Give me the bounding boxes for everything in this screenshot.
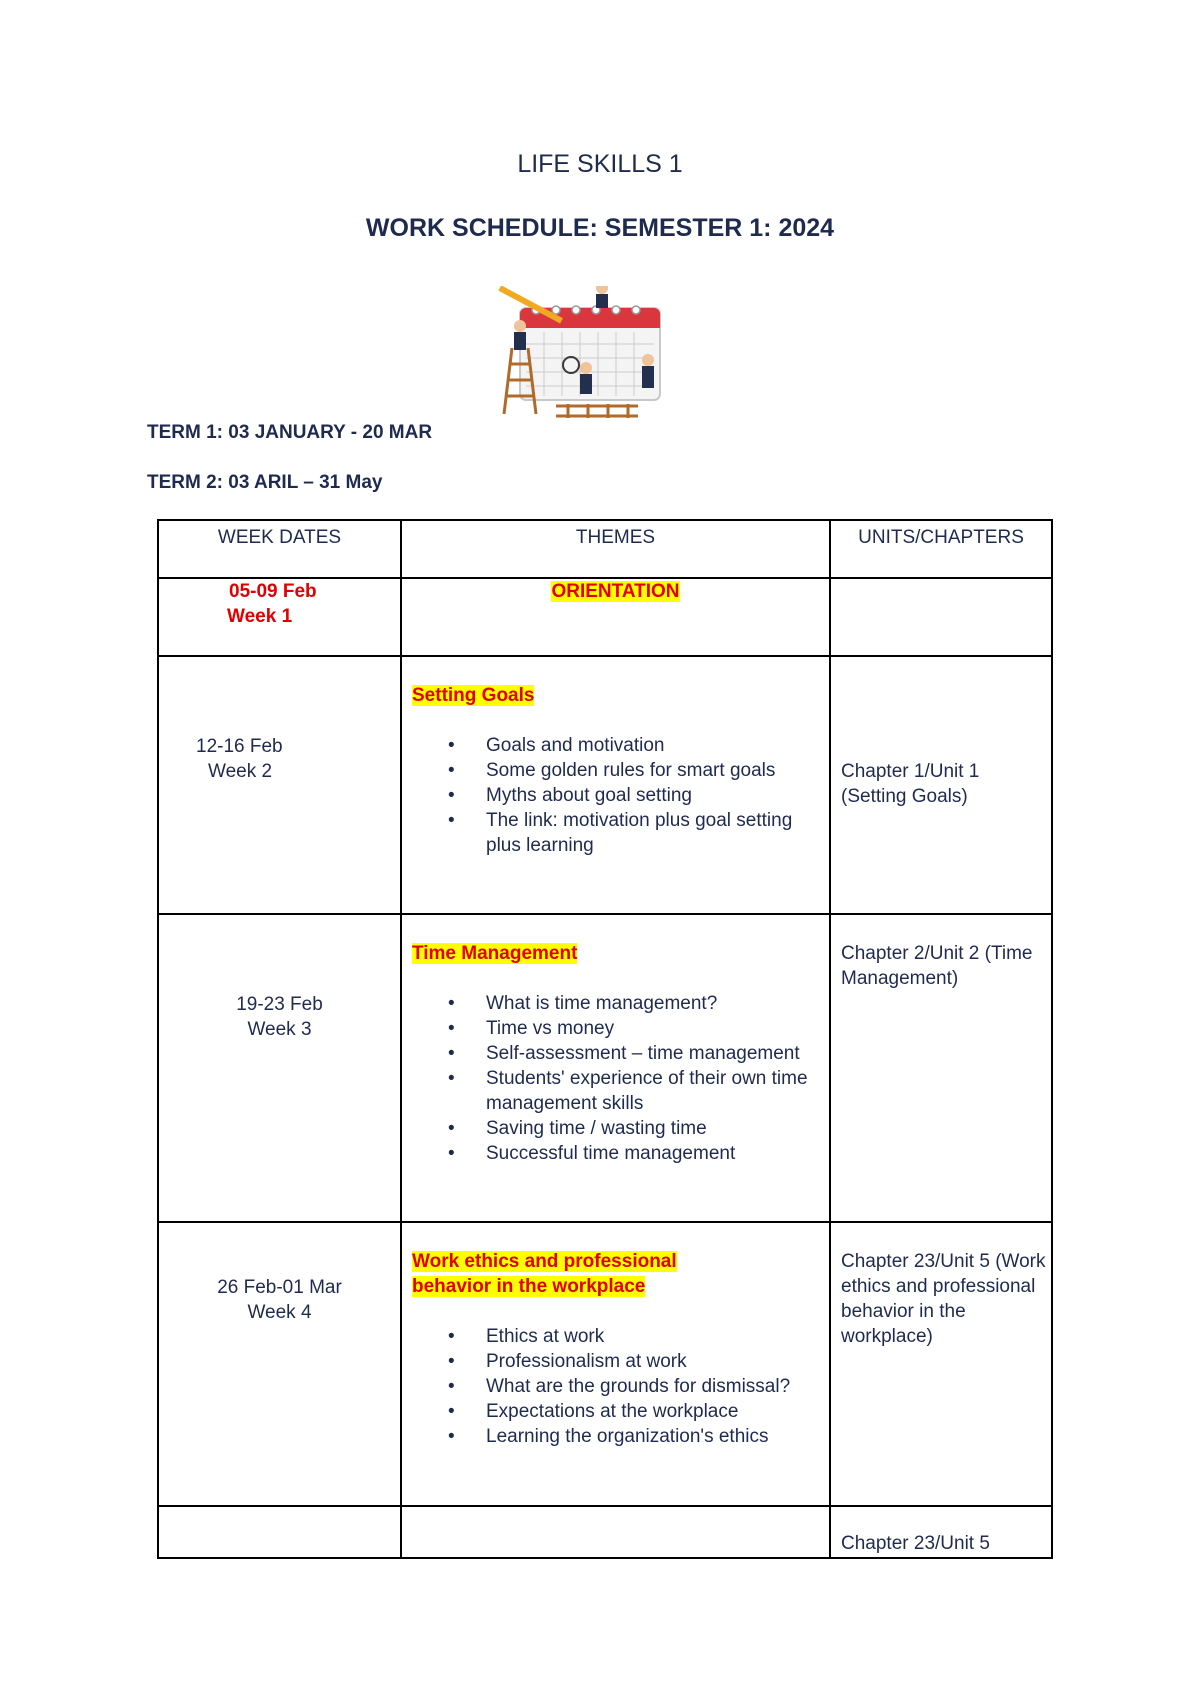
week-dates: 12-16 Feb (196, 736, 283, 757)
list-item: • Saving time / wasting time (402, 1116, 829, 1141)
theme-title: ORIENTATION (551, 581, 680, 602)
theme-cell (401, 914, 830, 1222)
week-cell (158, 1506, 401, 1558)
theme-title-line-1: Work ethics and professional (412, 1251, 677, 1272)
list-item: • Successful time management (402, 1141, 829, 1166)
unit-chapter: Chapter 23/Unit 5 (Work ethics and professional behavior in the workplace) (841, 1251, 1046, 1347)
list-item: • Learning the organization's ethics (402, 1424, 829, 1449)
week-dates: 05-09 Feb (229, 581, 317, 602)
list-item: • Professionalism at work (402, 1349, 829, 1374)
calendar-team-illustration (498, 286, 694, 420)
theme-title-line-2: behavior in the workplace (412, 1276, 646, 1297)
list-item: • Time vs money (402, 1016, 829, 1041)
schedule-title: WORK SCHEDULE: SEMESTER 1: 2024 (365, 214, 835, 242)
term-2-dates: TERM 2: 03 ARIL – 31 May (147, 472, 383, 493)
header-week-dates: WEEK DATES (158, 520, 401, 578)
week-cell (158, 578, 401, 656)
theme-cell (401, 1506, 830, 1558)
list-item: • Expectations at the workplace (402, 1399, 829, 1424)
week-number: Week 2 (208, 761, 273, 782)
week-number: Week 3 (247, 1019, 312, 1040)
week-number: Week 4 (247, 1302, 312, 1323)
table-header-row (158, 520, 1052, 578)
header-themes: THEMES (401, 520, 830, 578)
week-number: Week 1 (227, 606, 293, 627)
unit-cell (830, 914, 1052, 1222)
table-row (158, 1222, 1052, 1506)
unit-chapter: Chapter 23/Unit 5 (841, 1533, 990, 1554)
topic-list (402, 733, 829, 858)
theme-cell (401, 1222, 830, 1506)
week-dates: 26 Feb-01 Mar (217, 1277, 342, 1298)
theme-cell (401, 578, 830, 656)
theme-title: Setting Goals (412, 685, 535, 706)
list-item: • The link: motivation plus goal setting plus learning (402, 808, 829, 858)
unit-chapter: Chapter 2/Unit 2 (Time Management) (841, 943, 1033, 989)
list-item: • What are the grounds for dismissal? (402, 1374, 829, 1399)
week-cell (158, 1222, 401, 1506)
unit-chapter: Chapter 1/Unit 1 (Setting Goals) (841, 761, 980, 807)
list-item: • Some golden rules for smart goals (402, 758, 829, 783)
list-item: • Goals and motivation (402, 733, 829, 758)
course-title: LIFE SKILLS 1 (517, 150, 683, 178)
topic-list (402, 1324, 829, 1449)
list-item: • Myths about goal setting (402, 783, 829, 808)
topic-list (402, 991, 829, 1166)
list-item: • Students' experience of their own time management skills (402, 1066, 829, 1116)
unit-cell (830, 1506, 1052, 1558)
term-1-dates: TERM 1: 03 JANUARY - 20 MAR (147, 422, 433, 443)
list-item: • Ethics at work (402, 1324, 829, 1349)
week-dates: 19-23 Feb (236, 994, 323, 1015)
unit-cell (830, 656, 1052, 914)
list-item: • What is time management? (402, 991, 829, 1016)
schedule-table (157, 519, 1053, 1559)
unit-cell (830, 578, 1052, 656)
header-units-chapters: UNITS/CHAPTERS (830, 520, 1052, 578)
table-row (158, 1506, 1052, 1558)
table-row (158, 578, 1052, 656)
table-row (158, 656, 1052, 914)
unit-cell (830, 1222, 1052, 1506)
table-row (158, 914, 1052, 1222)
week-cell (158, 914, 401, 1222)
theme-cell (401, 656, 830, 914)
theme-title: Time Management (412, 943, 578, 964)
list-item: • Self-assessment – time management (402, 1041, 829, 1066)
week-cell (158, 656, 401, 914)
